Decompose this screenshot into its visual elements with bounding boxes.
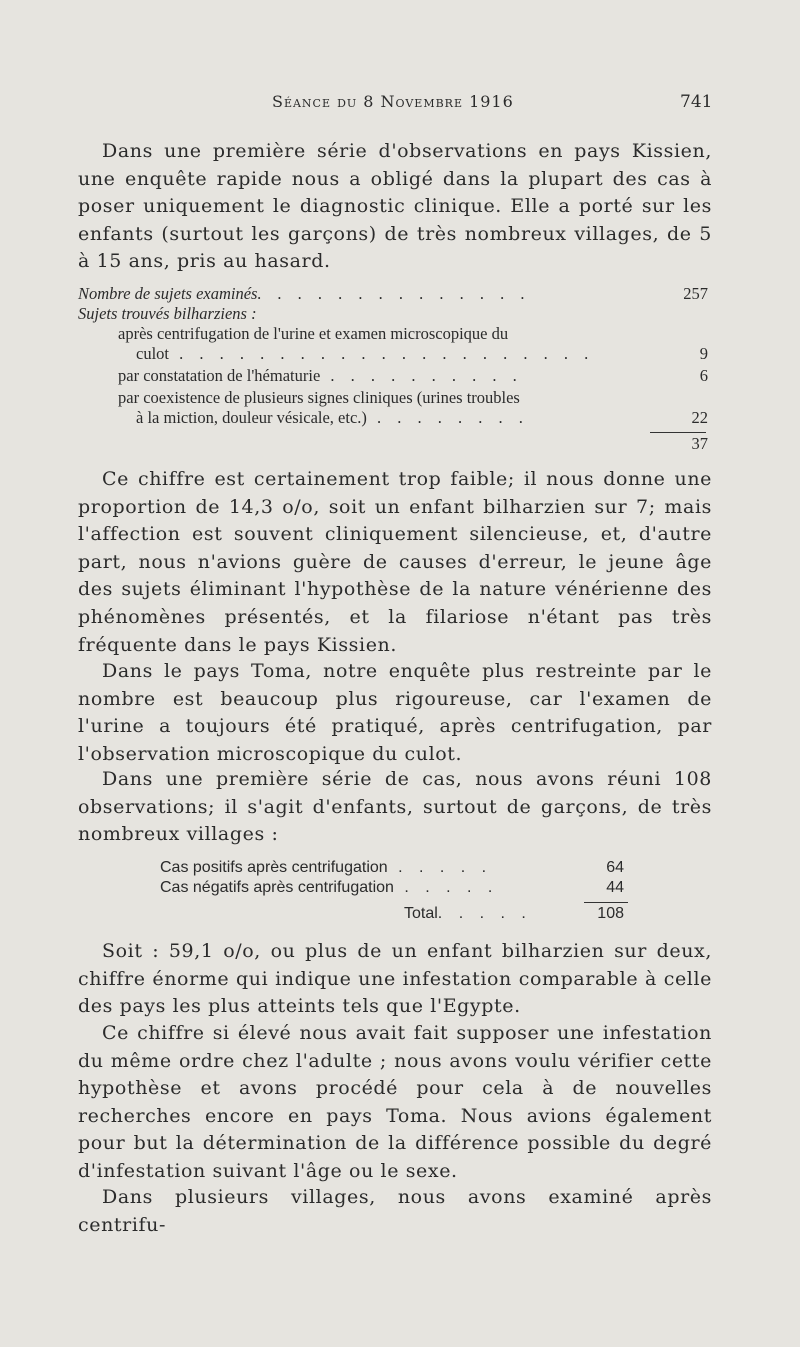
table-label-total: Total. . . . . [404,905,532,922]
stat-row-signs [78,388,712,408]
table-label-negative: Cas négatifs après centrifugation . . . . . [160,879,499,896]
paragraph-conclusion: Soit : 59,1 o/o, ou plus de un enfant bilharzien sur deux, chiffre énorme qui indique une infestation comparable à celle des pays les plus atteints tels que l'Egypte. [78,940,712,1018]
paragraph-adult-hypothesis: Ce chiffre si élevé nous avait fait supposer une infestation du même ordre chez l'adulte ; nous avons voulu vérifier cette hypothèse et avons procédé pour cela à de nouvelles recherches encore en pays Toma. Nous avions également pour but la détermination de la différence possible du degré d'infestation suivant l'âge ou le sexe. [78,1022,712,1182]
stat-row-total [78,434,712,454]
stat-value-total: 37 [691,434,708,453]
running-head [0,88,800,118]
stat-value-centrifugation: 9 [699,344,708,363]
paragraph-villages: Dans plusieurs villages, nous avons examiné après centrifu- [78,1186,712,1236]
stat-value-hematuria: 6 [699,366,708,385]
stat-label-found: Sujets trouvés bilharziens : [78,304,257,323]
stat-label-examined: Nombre de sujets examinés. . . . . . . . . . . . . . [78,284,531,303]
page-number: 741 [680,92,713,112]
stat-label-signs-2: à la miction, douleur vésicale, etc.) . . . . . . . . [136,408,529,427]
table-value-total: 108 [597,905,624,922]
sum-rule [650,432,706,433]
table-row-positive [160,858,640,878]
stat-label-signs-1: par coexistence de plusieurs signes cliniques (urines troubles [118,388,520,407]
stat-label-centrifugation-2: culot . . . . . . . . . . . . . . . . . . . . . [136,344,595,363]
stat-value-signs: 22 [691,408,708,427]
table-row-total [160,904,640,924]
table-value-negative: 44 [606,879,624,896]
stat-row-centrifugation-cont [78,344,712,364]
table-label-positive: Cas positifs après centrifugation . . . . . [160,859,493,876]
stat-row-found [78,304,712,324]
stat-label-hematuria: par constatation de l'hématurie . . . . . . . . . . [118,366,523,385]
stat-label-centrifugation-1: après centrifugation de l'urine et examen microscopique du [118,324,509,343]
stat-row-hematuria [78,366,712,386]
table-sum-rule [584,902,628,903]
stat-row-examined [78,284,712,304]
paragraph-toma-series: Dans une première série de cas, nous avons réuni 108 observations; il s'agit d'enfants, surtout de garçons, de très nombreux villages : [78,768,712,846]
table-row-negative [160,878,640,898]
paragraph-toma: Dans le pays Toma, notre enquête plus restreinte par le nombre est beaucoup plus rigoureuse, car l'examen de l'urine a toujours été pratiqué, après centrifugation, par l'observation microscopique du culot. [78,660,712,765]
paragraph-kissien-intro: Dans une première série d'observations en pays Kissien, une enquête rapide nous a obligé dans la plupart des cas à poser uniquement le diagnostic clinique. Elle a porté sur les enfants (surtout les garçons) de très nombreux villages, de 5 à 15 ans, pris au hasard. [78,140,712,273]
stat-value-examined: 257 [683,284,708,303]
stat-row-signs-cont [78,408,712,428]
table-value-positive: 64 [606,859,624,876]
paragraph-proportion: Ce chiffre est certainement trop faible; il nous donne une proportion de 14,3 o/o, soit un enfant bilharzien sur 7; mais l'affection est souvent cliniquement silencieuse, et, d'autre part, nous n'avions guère de causes d'erreur, le jeune âge des sujets éliminant l'hypothèse de la nature vénérienne des phénomènes présentés, et la filariose n'étant pas très fréquente dans le pays Kissien. [78,468,712,656]
running-title: Séance du 8 Novembre 1916 [272,92,514,111]
stat-row-centrifugation [78,324,712,344]
